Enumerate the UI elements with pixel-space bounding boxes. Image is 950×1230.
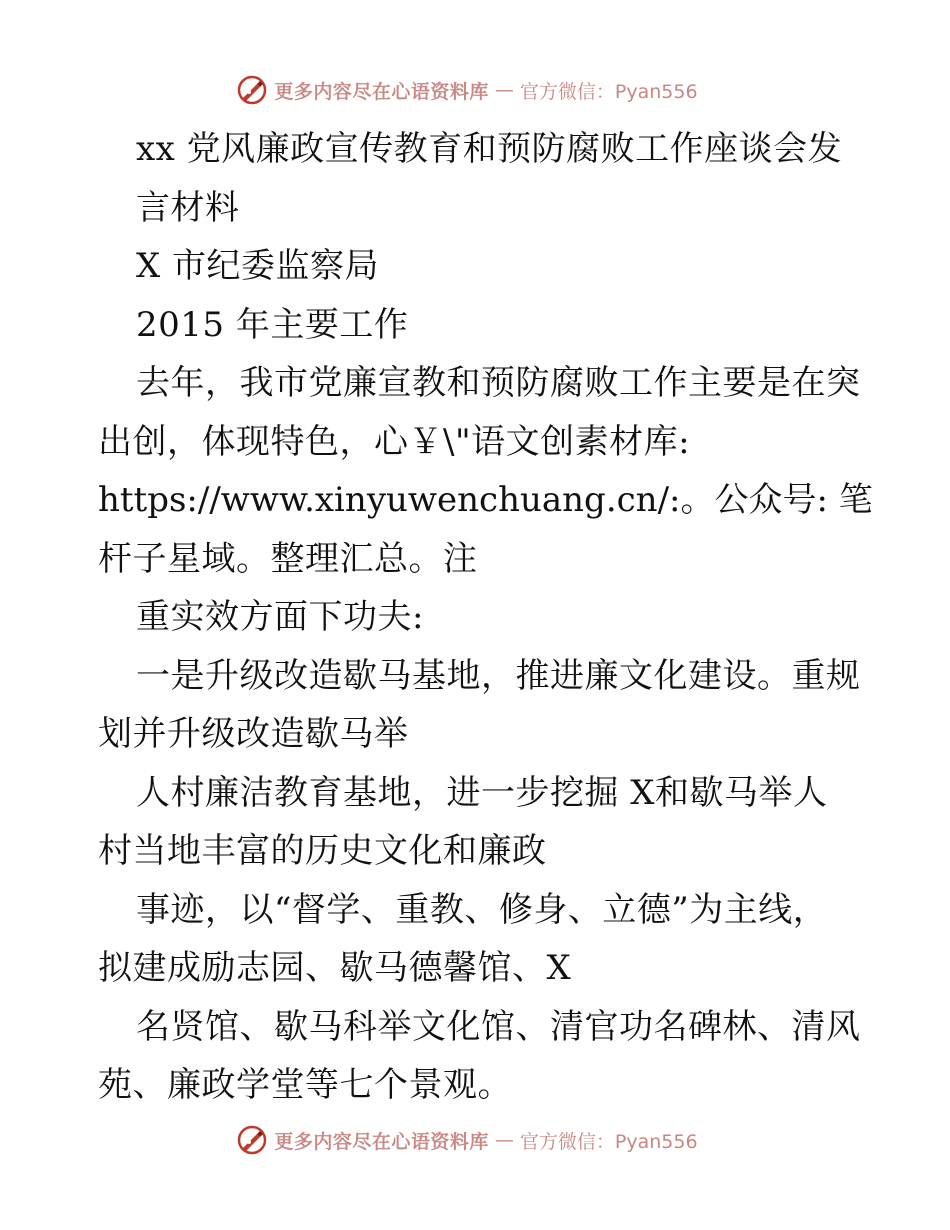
library-watermark-text: 更多内容尽在心语资料库: [274, 1130, 489, 1153]
pen-logo-icon: [236, 1124, 268, 1156]
watermark-group: [236, 1124, 697, 1156]
paragraph-line: 去年，我市党廉宣教和预防腐败工作主要是在突: [136, 363, 861, 403]
document-body: [98, 120, 873, 1115]
paragraph-line: 村当地丰富的历史文化和廉政: [98, 831, 547, 871]
paragraph-line: 人村廉洁教育基地，进一步挖掘 X和歇马举人: [136, 772, 828, 813]
library-watermark-text: 更多内容尽在心语资料库: [274, 80, 489, 103]
paragraph-line: 拟建成励志园、歇马德馨馆、X: [98, 948, 572, 988]
watermark-group: [236, 74, 697, 106]
wechat-contact-text: 官方微信：Pyan556: [519, 80, 698, 103]
watermark-dash: —: [494, 1129, 514, 1151]
watermark-dash: —: [494, 79, 514, 101]
header-watermark: [0, 70, 950, 110]
pen-logo-icon: [236, 74, 268, 106]
paragraph-line: 一是升级改造歇马基地，推进廉文化建设。重规: [136, 655, 861, 696]
wechat-contact-text: 官方微信：Pyan556: [519, 1130, 698, 1153]
paragraph-line: 重实效方面下功夫:: [136, 597, 424, 637]
author-line: X 市纪委监察局: [136, 246, 380, 286]
paragraph-line: 事迹，以“督学、重教、修身、立德”为主线，: [136, 889, 828, 930]
paragraph-line: 苑、廉政学堂等七个景观。: [98, 1065, 512, 1105]
paragraph-line: 划并升级改造歇马举: [98, 714, 409, 754]
footer-watermark: [0, 1120, 950, 1160]
title-line-1: xx 党风廉政宣传教育和预防腐败工作座谈会发: [136, 129, 843, 169]
section-heading: 2015 年主要工作: [136, 304, 409, 345]
url-line: https://www.xinyuwenchuang.cn/:。公众号: 笔: [98, 480, 873, 520]
paragraph-line: 杆子星域。整理汇总。注: [98, 538, 478, 579]
paragraph-line: 名贤馆、歇马科举文化馆、清官功名碑林、清风: [136, 1006, 861, 1047]
paragraph-line: 出创，体现特色，心￥\"语文创素材库:: [98, 421, 691, 462]
title-line-2: 言材料: [136, 187, 240, 228]
